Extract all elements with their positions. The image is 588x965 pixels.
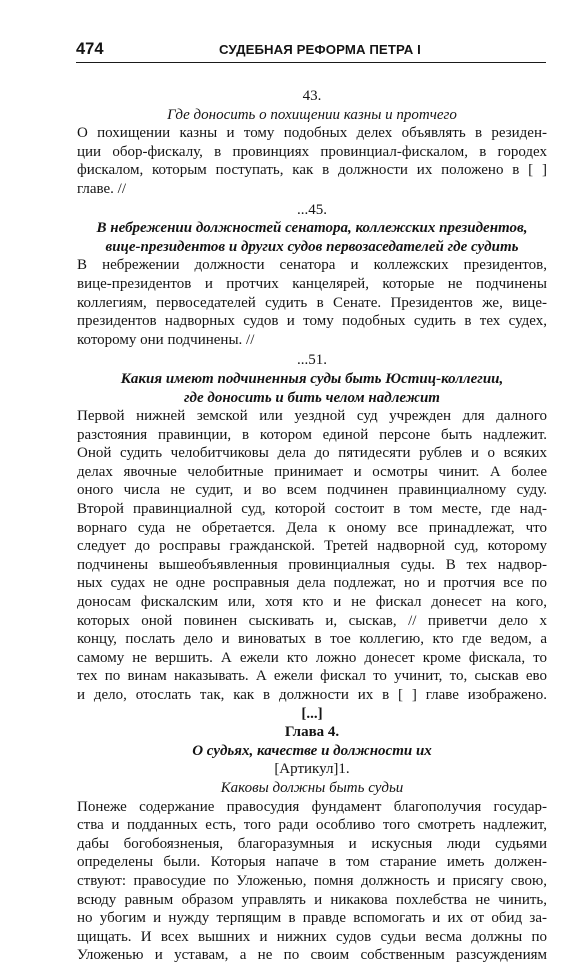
text-line: ных судах не одне росправныя дела подлежат, но и протчия все по	[77, 575, 547, 592]
text-line: ствуют: правосудие по Уложенью, помня должность и присягу свою,	[77, 872, 547, 889]
section-51-title-line: где доносить и бить челом надлежит	[184, 389, 440, 406]
text-line: ства и подданных есть, того ради особливо того смотреть надлежит,	[77, 817, 547, 834]
chapter-heading: Глава 4.	[284, 724, 340, 741]
text-line: фискалом, которым поступать, как в должности их положено в [ ]	[77, 162, 547, 179]
text-line: тех по винам наказывать. А ежели фискал то учинит, то, сыскав ево	[77, 668, 547, 685]
text-line: Уложенью и уставам, а не по своим собственным разсуждениям	[77, 947, 547, 964]
omission-mark: [...]	[301, 705, 323, 722]
section-43-number: 43.	[302, 88, 322, 104]
text-line: следует до росправы гражданской. Третей надворной суд, которому	[77, 538, 547, 555]
text-line: делах явочные челобитные принимает и осмотры чинит. А более	[77, 463, 547, 480]
text-line: главе. //	[77, 180, 127, 197]
text-line: Оной судить челобитчиковы дела до пятидесяти рублев и о всяких	[77, 445, 547, 462]
section-45-number: ...45.	[297, 201, 327, 218]
running-header	[76, 36, 546, 63]
text-line: всюду равным образом управлять и никакова похлебства не чинить,	[77, 891, 547, 908]
text-line: Второй правинциалной суд, которой состоит в том месте, где над-	[77, 501, 547, 518]
text-line: президентов надворных судов и тому подобных судить в тех судех,	[77, 313, 547, 330]
section-43-text	[77, 124, 547, 198]
text-line: которых оной повинен сыскивать и, сыскав, // приветчи дело х	[77, 612, 547, 629]
text-line: ции обор-фискалу, в провинциях провинциал-фискалом, в городех	[77, 143, 547, 160]
text-line: Первой нижней земской или уездной суд учрежден для далного	[77, 408, 547, 425]
text-line: доносам фискалским или, хотя кто и не фискал донесет на кого,	[77, 594, 547, 611]
text-line: коллегиям, первоседателей судить в Сенате. Президентов же, вице-	[77, 294, 547, 311]
text-line: которому они подчинены. //	[77, 331, 255, 348]
page-number: 474	[76, 40, 104, 58]
text-line: Понеже содержание правосудия фундамент благополучия государ-	[77, 798, 547, 815]
chapter-title: О судьях, качестве и должности их	[192, 742, 432, 759]
text-line: О похищении казны и тому подобных делех объявлять в резиден-	[77, 125, 547, 142]
chapter-text	[77, 798, 547, 965]
text-line: оного числа не судит, и во всем подчинен правинциалному суду.	[77, 482, 547, 499]
text-line: подчинены вышеобъявленныя провинциалныя суды. В тех надвор-	[77, 556, 547, 573]
text-line: ворнаго суда не обретается. Дела к оному все принадлежат, что	[77, 519, 547, 536]
article-title: Каковы должны быть судьи	[220, 779, 404, 796]
section-51-title-line: Какия имеют подчиненныя суды быть Юстиц-коллегии,	[120, 370, 504, 387]
text-line: определены были. Которыя напаче в том старание иметь должен-	[77, 854, 547, 871]
text-line: разстояния правинции, в котором единой персоне быть надлежит.	[77, 426, 547, 443]
section-43-title: Где доносить о похищении казны и протчего	[167, 106, 457, 123]
text-line: и дело, отослать так, как в должности их в [ ] главе изображено.	[77, 687, 547, 703]
section-45-title-line: В небрежении должностей сенатора, коллежских президентов,	[96, 220, 528, 237]
article-number: [Артикул]1.	[274, 761, 350, 778]
text-line: но убогим и нужду терпящим в правде вспомогать и их от обид за-	[77, 910, 547, 927]
text-line: В небрежении должности сенатора и коллежских президентов,	[77, 257, 547, 274]
section-51-number: ...51.	[297, 352, 327, 369]
text-line: дабы богобоязненыя, благоразумныя и искусныя люди судьями	[77, 835, 547, 852]
text-line: самому не вершить. А ежели кто ложно донесет кроме фискала, то	[77, 649, 547, 666]
text-line: щищать. И всех вышних и нижних судов судьи весма должны по	[77, 928, 547, 945]
section-45-text	[77, 256, 547, 349]
page-body	[77, 87, 547, 965]
section-51-text	[77, 407, 547, 705]
text-line: вице-президентов и протчих канцелярей, которые не подчинены	[77, 275, 547, 292]
text-line: концу, послать дело и виноватых в тое коллегию, кто где ведом, а	[77, 631, 547, 648]
section-45-title-line: вице-президентов и других судов первозаседателей где судить	[105, 238, 519, 255]
running-title: СУДЕБНАЯ РЕФОРМА ПЕТРА I	[219, 42, 421, 57]
